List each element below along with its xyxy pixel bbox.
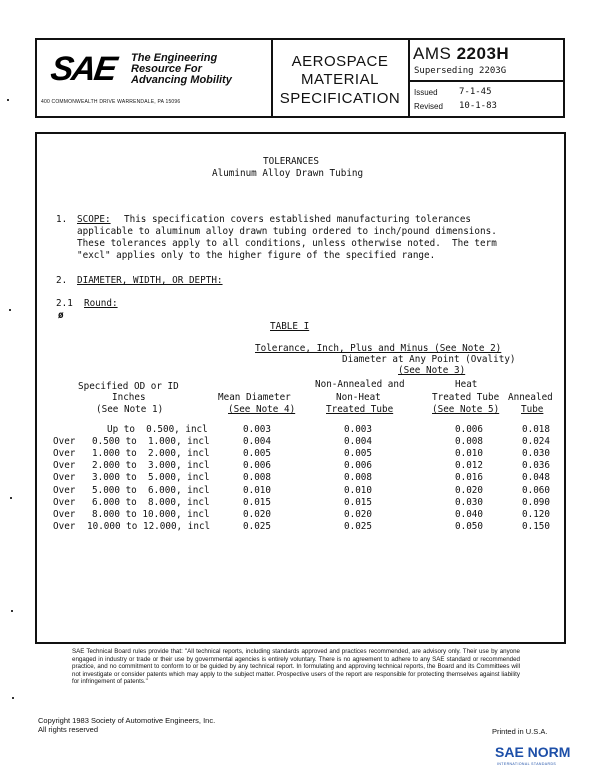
- col-header-nonannealed: Non-Annealed and: [315, 379, 405, 390]
- scan-speck: [12, 697, 14, 699]
- section-text: This specification covers established manufacturing tolerances: [124, 214, 472, 225]
- spec-title-line: AEROSPACE: [291, 53, 389, 70]
- row-range: 8.000 to 10.000, incl: [92, 508, 210, 520]
- row-mean-diameter: 0.003: [243, 424, 271, 435]
- row-annealed: 0.048: [522, 472, 550, 484]
- row-annealed: 0.030: [522, 448, 550, 460]
- row-nonannealed: 0.005: [344, 448, 372, 460]
- scan-speck: [7, 99, 9, 101]
- superseding: Superseding 2203G: [414, 66, 507, 76]
- table-title: TABLE I: [270, 321, 310, 332]
- section-number: 2.1: [56, 298, 73, 309]
- row-annealed: 0.018: [522, 424, 550, 435]
- section-text: applicable to aluminum alloy drawn tubing ordered to inch/pound dimensions.: [77, 226, 497, 237]
- row-nonannealed: 0.020: [344, 508, 372, 520]
- doc-heading: TOLERANCES: [263, 156, 319, 167]
- row-over: Over: [53, 508, 76, 520]
- section-title: SCOPE:: [77, 214, 111, 225]
- section-title: Round:: [84, 298, 118, 309]
- table-tolerance-header: Tolerance, Inch, Plus and Minus (See Note 2): [255, 343, 502, 354]
- table-diameter-note: (See Note 3): [398, 365, 466, 376]
- row-nonannealed: 0.004: [344, 436, 372, 448]
- sae-address: 400 COMMONWEALTH DRIVE WARRENDALE, PA 15096: [41, 99, 181, 105]
- row-mean-diameter: 0.025: [243, 520, 271, 532]
- row-heat-treated: 0.040: [455, 508, 483, 520]
- row-over: Over: [53, 496, 76, 508]
- row-over: Over: [53, 520, 76, 532]
- section-title: DIAMETER, WIDTH, OR DEPTH:: [77, 275, 223, 286]
- row-heat-treated: 0.012: [455, 460, 483, 472]
- revised-date: 10-1-83: [459, 101, 497, 111]
- row-heat-treated: 0.020: [455, 484, 483, 496]
- spec-title-line: SPECIFICATION: [279, 90, 401, 107]
- col-header-nonannealed: Non-Heat: [336, 392, 381, 403]
- row-range: 2.000 to 3.000, incl: [92, 460, 210, 472]
- row-nonannealed: 0.015: [344, 496, 372, 508]
- scan-speck: [11, 610, 13, 612]
- spec-header: [35, 38, 565, 118]
- col-header-od: Specified OD or ID: [78, 381, 179, 392]
- row-annealed: 0.120: [522, 508, 550, 520]
- row-range: 5.000 to 6.000, incl: [92, 484, 210, 496]
- col-header-annealed: Annealed: [508, 392, 553, 403]
- row-nonannealed: 0.006: [344, 460, 372, 472]
- row-mean-diameter: 0.010: [243, 484, 271, 496]
- row-nonannealed: 0.003: [344, 424, 372, 435]
- col-header-mean: (See Note 4): [228, 404, 296, 415]
- col-header-heat-treated: Heat: [455, 379, 478, 390]
- col-header-od: (See Note 1): [96, 404, 164, 415]
- header-divider: [410, 80, 563, 82]
- header-divider: [408, 40, 410, 116]
- row-over: Over: [53, 484, 76, 496]
- watermark-subtitle: INTERNATIONAL STANDARDS: [497, 762, 557, 766]
- row-heat-treated: 0.050: [455, 520, 483, 532]
- row-over: Over: [53, 472, 76, 484]
- section-number: 1.: [56, 214, 68, 225]
- scan-speck: [9, 309, 11, 311]
- sae-logo: SAE: [48, 50, 118, 88]
- margin-mark: ø: [58, 310, 64, 321]
- ams-number: AMS 2203H: [413, 44, 510, 63]
- issued-date: 7-1-45: [459, 87, 492, 97]
- row-nonannealed: 0.025: [344, 520, 372, 532]
- section-number: 2.: [56, 275, 68, 286]
- col-header-nonannealed: Treated Tube: [326, 404, 394, 415]
- row-nonannealed: 0.008: [344, 472, 372, 484]
- row-range: 6.000 to 8.000, incl: [92, 496, 210, 508]
- section-text: "excl" applies only to the higher figure of the specified range.: [77, 250, 436, 261]
- row-heat-treated: 0.008: [455, 436, 483, 448]
- row-nonannealed: 0.010: [344, 484, 372, 496]
- row-range: 10.000 to 12.000, incl: [87, 520, 211, 532]
- sae-norm-watermark: SAE NORM: [495, 744, 571, 760]
- row-mean-diameter: 0.020: [243, 508, 271, 520]
- row-annealed: 0.150: [522, 520, 550, 532]
- row-over: Over: [53, 448, 76, 460]
- row-mean-diameter: 0.006: [243, 460, 271, 472]
- row-annealed: 0.024: [522, 436, 550, 448]
- row-annealed: 0.090: [522, 496, 550, 508]
- row-heat-treated: 0.030: [455, 496, 483, 508]
- row-heat-treated: 0.010: [455, 448, 483, 460]
- col-header-annealed: Tube: [521, 404, 544, 415]
- sae-tagline: The Engineering Resource For Advancing Mobility: [131, 52, 232, 86]
- row-annealed: 0.060: [522, 484, 550, 496]
- row-mean-diameter: 0.015: [243, 496, 271, 508]
- row-heat-treated: 0.006: [455, 424, 483, 435]
- row-mean-diameter: 0.008: [243, 472, 271, 484]
- row-annealed: 0.036: [522, 460, 550, 472]
- scan-speck: [10, 497, 12, 499]
- revised-label: Revised: [414, 102, 443, 111]
- table-diameter-header: Diameter at Any Point (Ovality): [342, 354, 516, 365]
- row-range: 0.500 to 1.000, incl: [92, 436, 210, 448]
- row-mean-diameter: 0.005: [243, 448, 271, 460]
- row-heat-treated: 0.016: [455, 472, 483, 484]
- col-header-od: Inches: [112, 392, 146, 403]
- row-range: Up to 0.500, incl: [107, 424, 208, 435]
- row-range: 3.000 to 5.000, incl: [92, 472, 210, 484]
- issued-label: Issued: [414, 88, 438, 97]
- row-over: Over: [53, 436, 76, 448]
- doc-subheading: Aluminum Alloy Drawn Tubing: [212, 168, 364, 179]
- row-over: Over: [53, 460, 76, 472]
- printed-in: Printed in U.S.A.: [492, 727, 548, 736]
- row-range: 1.000 to 2.000, incl: [92, 448, 210, 460]
- col-header-heat-treated: Treated Tube: [432, 392, 500, 403]
- section-text: These tolerances apply to all conditions, unless otherwise noted. The term: [77, 238, 497, 249]
- col-header-heat-treated: (See Note 5): [432, 404, 500, 415]
- copyright: Copyright 1983 Society of Automotive Engineers, Inc. All rights reserved: [38, 716, 216, 734]
- technical-board-notice: SAE Technical Board rules provide that: "All technical reports, including standards approved and practices recommended, are advisory only. Their use by anyone engaged in industry or trade or their use by governmental agencies is entirely voluntary. There is no agreement to adhere to any SAE standard or recommended practice, and no commitment to conform to or be guided by any technical report. In formulating and approving technical reports, the Board and its Committees will not investigate or consider patents which may apply to the subject matter. Prospective users of the report are responsible for protecting themselves against liability for infringement of patents.": [72, 648, 520, 686]
- col-header-mean: Mean Diameter: [218, 392, 291, 403]
- spec-title-line: MATERIAL: [301, 71, 379, 88]
- row-mean-diameter: 0.004: [243, 436, 271, 448]
